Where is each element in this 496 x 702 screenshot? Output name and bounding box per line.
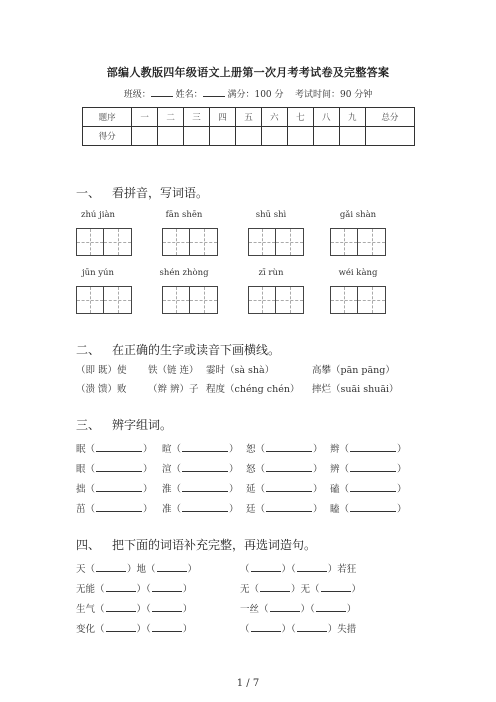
choice-item[interactable]: 霎时（sà shà） (206, 365, 275, 376)
score-header-cell: 二 (158, 108, 184, 127)
page-title: 部编人教版四年级语文上册第一次月考考试卷及完整答案 (106, 66, 390, 79)
text: ）（ (136, 624, 151, 635)
text: ） (187, 564, 198, 575)
char: 辫 (330, 444, 340, 455)
score-row-label: 得分 (83, 127, 132, 146)
word-group-item[interactable]: 延（ ） (246, 484, 323, 495)
score-cell[interactable] (339, 127, 365, 146)
text: ）（ (281, 624, 296, 635)
text: ） (346, 604, 357, 615)
score-cell[interactable] (210, 127, 236, 146)
section2-number: 二、 (76, 343, 101, 357)
text: （ (240, 564, 250, 575)
char: 瞌 (330, 504, 340, 515)
text: 天（ (76, 564, 96, 575)
idiom-fill-item[interactable] (240, 561, 356, 575)
choice-item[interactable]: 摔烂（suāi shuāi） (312, 384, 399, 395)
idiom-fill-item[interactable] (240, 581, 361, 595)
score-cell[interactable] (158, 127, 184, 146)
score-header-cell: 一 (132, 108, 158, 127)
char: 准 (162, 504, 172, 515)
word-group-item[interactable]: 眼（ ） (76, 464, 153, 475)
char: 磕 (330, 484, 340, 495)
score-table (82, 107, 415, 146)
section4-title: 把下面的词语补充完整，再选词造句。 (112, 538, 317, 552)
score-cell[interactable] (313, 127, 339, 146)
pinyin-label: gǎi shàn (339, 210, 377, 220)
char: 眼 (76, 464, 86, 475)
word-group-item[interactable]: 瞌（ ） (330, 504, 407, 515)
text: ）地（ (127, 564, 156, 575)
char: 淮 (162, 484, 172, 495)
text: ）（ (300, 604, 315, 615)
word-group-item[interactable]: 辫（ ） (330, 444, 407, 455)
pinyin-label: shén zhòng (159, 268, 209, 278)
text: 生气（ (76, 604, 105, 615)
score-cell[interactable] (235, 127, 261, 146)
char: 廷 (246, 504, 256, 515)
word-group-item[interactable]: 廷（ ） (246, 504, 323, 515)
section3-number: 三、 (76, 418, 101, 432)
section3-title: 辨字组词。 (112, 418, 173, 432)
pinyin-label: jūn yún (81, 268, 115, 278)
section4-heading (76, 536, 316, 553)
word-group-item[interactable]: 磕（ ） (330, 484, 407, 495)
writing-grid[interactable] (330, 286, 386, 314)
idiom-fill-item[interactable] (76, 581, 192, 595)
word-group-item[interactable]: 怒（ ） (246, 464, 323, 475)
pinyin-label: wéi kàng (338, 268, 378, 278)
idiom-fill-item[interactable] (240, 621, 356, 635)
writing-grid[interactable] (162, 286, 218, 314)
score-header-cell: 五 (235, 108, 261, 127)
pinyin-label: shū shì (255, 210, 287, 220)
idiom-fill-item[interactable] (240, 601, 356, 615)
score-header-cell: 六 (261, 108, 287, 127)
score-table-score-row (83, 127, 415, 146)
writing-grid[interactable] (330, 228, 386, 256)
section1-number: 一、 (76, 186, 101, 200)
pinyin-label: zī rùn (258, 268, 284, 278)
char: 茁 (76, 504, 86, 515)
score-header-cell: 总分 (365, 108, 414, 127)
score-cell[interactable] (132, 127, 158, 146)
score-header-cell: 三 (184, 108, 210, 127)
text: ） (182, 584, 193, 595)
section1-heading (76, 184, 208, 201)
text: ）（ (136, 604, 151, 615)
section4-number: 四、 (76, 538, 101, 552)
section3-heading (76, 416, 172, 433)
name-label: 姓名： (175, 90, 203, 100)
text: 一丝（ (240, 604, 269, 615)
text: （ (240, 624, 250, 635)
score-cell[interactable] (184, 127, 210, 146)
char: 怒 (246, 464, 256, 475)
text: ） (351, 584, 362, 595)
choice-item[interactable]: （辫 辨）子 (148, 384, 199, 395)
choice-item[interactable]: 程度（chéng chén） (206, 384, 300, 395)
text: 变化（ (76, 624, 105, 635)
score-cell[interactable] (365, 127, 414, 146)
score-header-cell: 八 (313, 108, 339, 127)
word-group-item[interactable]: 暄（ ） (162, 444, 239, 455)
char: 眠 (76, 444, 86, 455)
score-header-cell: 七 (287, 108, 313, 127)
exam-time: 考试时间：90 分钟 (294, 90, 373, 100)
text: ）无（ (291, 584, 320, 595)
writing-grid[interactable] (162, 228, 218, 256)
char: 渲 (162, 464, 172, 475)
word-group-item[interactable]: 恕（ ） (246, 444, 323, 455)
class-label: 班级： (123, 90, 151, 100)
writing-grid[interactable] (248, 286, 304, 314)
writing-grid[interactable] (248, 228, 304, 256)
name-blank[interactable] (203, 87, 225, 97)
pinyin-label: zhú jiàn (80, 210, 116, 220)
score-header-cell: 四 (210, 108, 236, 127)
idiom-fill-item[interactable] (76, 561, 197, 575)
choice-item[interactable]: （溃 馈）败 (76, 384, 127, 395)
word-group-item[interactable]: 拙（ ） (76, 484, 153, 495)
word-group-item[interactable]: 淮（ ） (162, 484, 239, 495)
text: ） (182, 624, 193, 635)
word-group-item[interactable]: 茁（ ） (76, 504, 153, 515)
text: ）（ (281, 564, 296, 575)
student-info-line (0, 87, 496, 100)
text: ）失措 (327, 624, 357, 635)
score-header-cell: 题序 (83, 108, 132, 127)
section2-title: 在正确的生字或读音下画横线。 (112, 343, 281, 357)
char: 辨 (330, 464, 340, 475)
page-number: 1 / 7 (236, 678, 260, 689)
text: 无能（ (76, 584, 105, 595)
writing-grid[interactable] (76, 286, 132, 314)
pinyin-label: fān shēn (165, 210, 203, 220)
score-cell[interactable] (287, 127, 313, 146)
choice-item[interactable]: 铁（链 连） (148, 365, 199, 376)
word-group-item[interactable]: 辨（ ） (330, 464, 407, 475)
full-score: 满分：100 分 (227, 90, 284, 100)
word-group-item[interactable]: 眠（ ） (76, 444, 153, 455)
writing-grid[interactable] (76, 228, 132, 256)
section1-title: 看拼音，写词语。 (112, 186, 209, 200)
text: 无（ (240, 584, 260, 595)
text: ） (182, 604, 193, 615)
class-blank[interactable] (151, 87, 173, 97)
section2-heading (76, 341, 280, 358)
text: ）若狂 (327, 564, 357, 575)
word-group-item[interactable]: 准（ ） (162, 504, 239, 515)
char: 拙 (76, 484, 86, 495)
score-cell[interactable] (261, 127, 287, 146)
text: ）（ (136, 584, 151, 595)
word-group-item[interactable]: 渲（ ） (162, 464, 239, 475)
char: 暄 (162, 444, 172, 455)
char: 延 (246, 484, 256, 495)
choice-item[interactable]: 高攀（pān pāng） (312, 365, 395, 376)
idiom-fill-item[interactable] (76, 601, 192, 615)
char: 恕 (246, 444, 256, 455)
choice-item[interactable]: （即 既）使 (76, 365, 127, 376)
score-table-header-row (83, 108, 415, 127)
idiom-fill-item[interactable] (76, 621, 192, 635)
score-header-cell: 九 (339, 108, 365, 127)
